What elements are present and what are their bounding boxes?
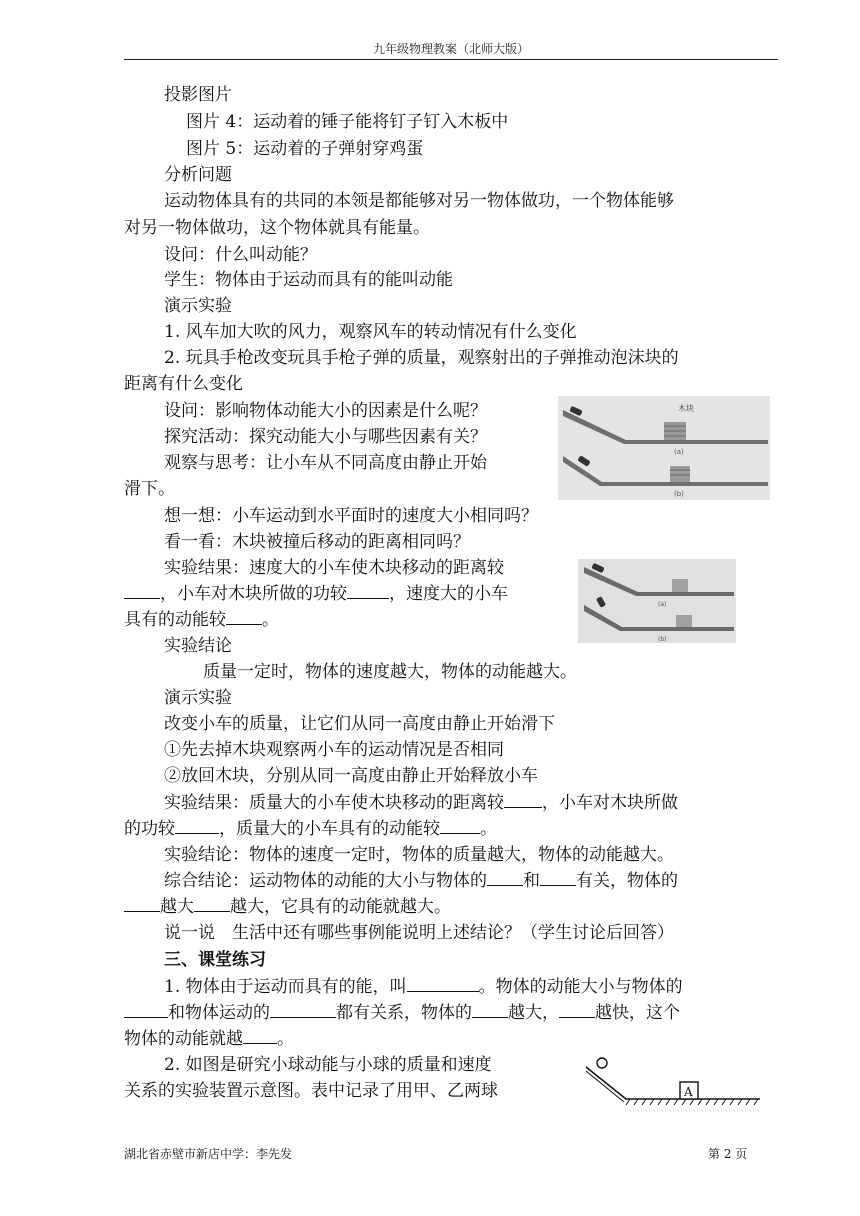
text-line: 设问：影响物体动能大小的因素是什么呢？ — [164, 401, 487, 421]
sub-label-a: (a) — [658, 601, 667, 608]
text-line: 越大 越大，它具有的动能就越大。 — [124, 895, 451, 919]
page-number: 第 2 页 — [708, 1147, 748, 1161]
fill-blank[interactable] — [504, 791, 542, 808]
text-line: 对另一物体做功，这个物体就具有能量。 — [124, 218, 430, 238]
text-line: 演示实验 — [164, 296, 232, 316]
fill-blank[interactable] — [472, 1001, 508, 1018]
fill-blank[interactable] — [559, 1001, 595, 1018]
fill-blank[interactable] — [124, 582, 160, 599]
footer-author: 湖北省赤壁市新店中学：李先发 — [124, 1147, 293, 1161]
text-line: 物体的动能就越 。 — [124, 1029, 294, 1049]
text-line: 学生：物体由于运动而具有的能叫动能 — [164, 270, 453, 290]
text-line: ，小车对木块所做的功较 ，速度大的小车 — [124, 582, 508, 606]
fill-blank[interactable] — [540, 869, 576, 886]
fill-blank[interactable] — [194, 895, 230, 912]
text-line: 观察与思考：让小车从不同高度由静止开始 — [164, 453, 487, 473]
sub-label-b: (b) — [658, 636, 667, 643]
header-divider — [124, 59, 778, 60]
text-line: 分析问题 — [164, 165, 232, 185]
text-line: 想一想：小车运动到水平面时的速度大小相同吗？ — [164, 506, 538, 526]
fill-blank[interactable] — [124, 1001, 168, 1018]
ramp-experiment-figure-2 — [578, 559, 736, 643]
fill-blank[interactable] — [243, 1027, 277, 1044]
fill-blank[interactable] — [407, 975, 479, 992]
ball-ramp-diagram — [578, 1049, 764, 1109]
text-line: 具有的动能较 。 — [124, 610, 279, 630]
text-line: 改变小车的质量，让它们从同一高度由静止开始滑下 — [164, 714, 555, 734]
text-line: 1. 物体由于运动而具有的能，叫 。物体的动能大小与物体的 — [164, 977, 683, 997]
fill-blank[interactable] — [270, 1001, 336, 1018]
text-line: 实验结果：速度大的小车使木块移动的距离较 — [164, 558, 504, 578]
text-line: 实验结果：质量大的小车使木块移动的距离较 ，小车对木块所做 — [164, 793, 678, 813]
text-line: 2. 玩具手枪改变玩具手枪子弹的质量，观察射出的子弹推动泡沫块的 — [164, 348, 679, 368]
block-label: 木块 — [678, 404, 694, 413]
text-line: ①先去掉木块观察两小车的运动情况是否相同 — [164, 740, 504, 760]
text-line: ②放回木块，分别从同一高度由静止开始释放小车 — [164, 766, 538, 786]
fill-blank[interactable] — [487, 869, 523, 886]
fill-blank[interactable] — [347, 582, 389, 599]
sub-label-b: (b) — [674, 490, 684, 498]
text-line: 和物体运动的 都有关系，物体的 越大， 越快，这个 — [124, 1001, 680, 1025]
text-line: 运动物体具有的共同的本领是都能够对另一物体做功，一个物体能够 — [164, 191, 674, 211]
text-line: 综合结论：运动物体的动能的大小与物体的 和 有关，物体的 — [164, 871, 678, 891]
text-line: 说一说 生活中还有哪些事例能说明上述结论？（学生讨论后回答） — [164, 923, 674, 943]
text-line: 1. 风车加大吹的风力，观察风车的转动情况有什么变化 — [164, 322, 577, 342]
block-a-label: A — [684, 1085, 693, 1099]
fill-blank[interactable] — [175, 817, 219, 834]
text-line: 滑下。 — [124, 479, 175, 499]
section-heading: 三、课堂练习 — [164, 950, 266, 970]
text-line: 实验结论：物体的速度一定时，物体的质量越大，物体的动能越大。 — [164, 845, 674, 865]
text-line: 投影图片 — [164, 85, 232, 105]
text-line: 的功较 ，质量大的小车具有的动能较 。 — [124, 819, 497, 839]
text-line: 质量一定时，物体的速度越大，物体的动能越大。 — [203, 662, 577, 682]
text-line: 演示实验 — [164, 688, 232, 708]
text-line: 看一看：木块被撞后移动的距离相同吗？ — [164, 532, 470, 552]
fill-blank[interactable] — [440, 817, 480, 834]
ramp-experiment-figure-1 — [558, 396, 770, 500]
page-header: 九年级物理教案（北师大版） — [372, 42, 529, 56]
fill-blank[interactable] — [226, 608, 262, 625]
fill-blank[interactable] — [124, 895, 160, 912]
text-line: 距离有什么变化 — [124, 374, 243, 394]
text-line: 实验结论 — [164, 636, 232, 656]
text-line: 探究活动：探究动能大小与哪些因素有关？ — [164, 427, 487, 447]
text-line: 关系的实验装置示意图。表中记录了用甲、乙两球 — [124, 1081, 498, 1101]
text-line: 2. 如图是研究小球动能与小球的质量和速度 — [164, 1055, 492, 1075]
ball-icon — [597, 1058, 607, 1068]
text-line: 图片 4：运动着的锤子能将钉子钉入木板中 — [186, 112, 509, 132]
sub-label-a: (a) — [674, 448, 684, 456]
text-line: 设问：什么叫动能？ — [164, 245, 317, 265]
text-line: 图片 5：运动着的子弹射穿鸡蛋 — [186, 139, 424, 159]
